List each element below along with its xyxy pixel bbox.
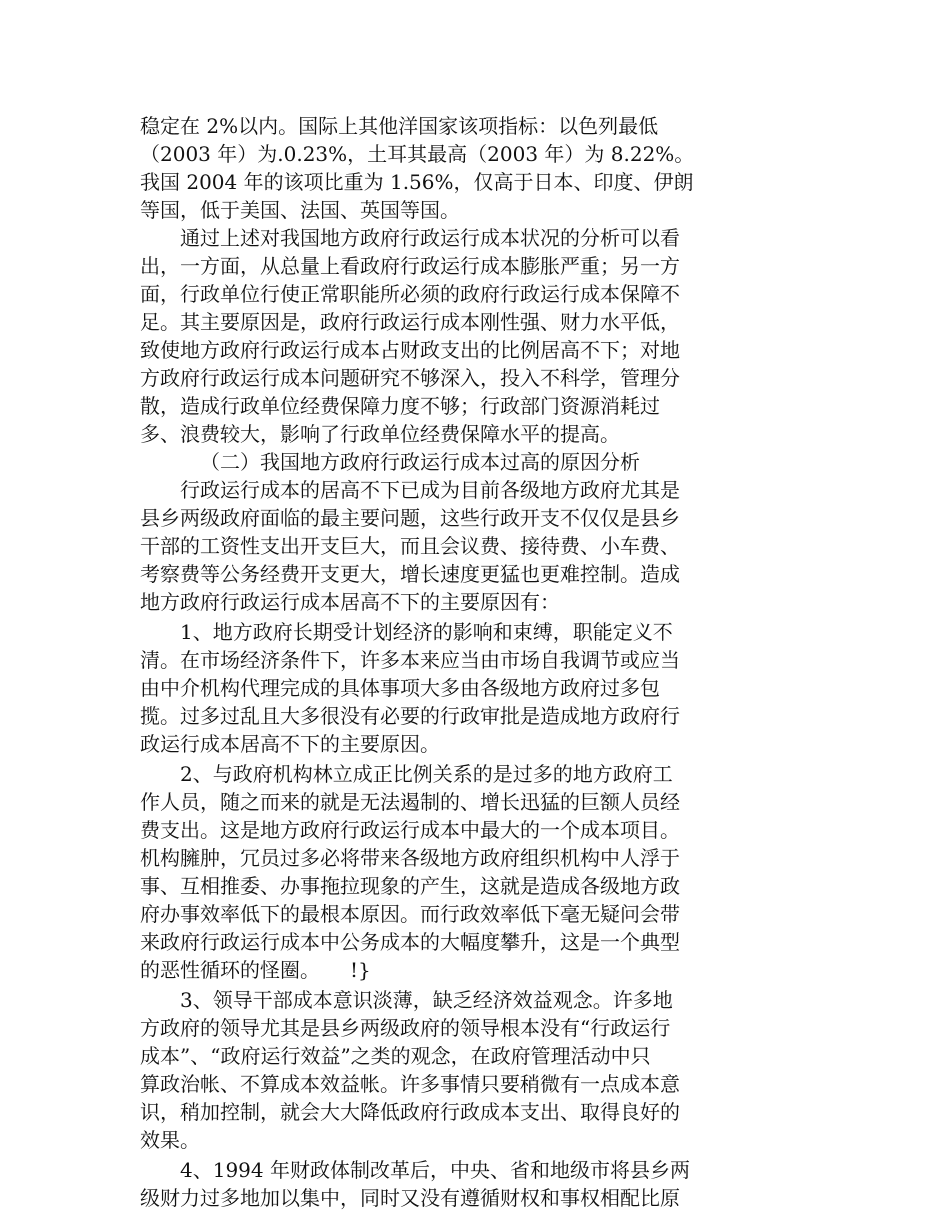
text-line: 费支出。这是地方政府行政运行成本中最大的一个成本项目。 — [140, 818, 680, 842]
text-line: 致使地方政府行政运行成本占财政支出的比例居高不下；对地 — [140, 338, 680, 362]
text-line: 县乡两级政府面临的最主要问题，这些行政开支不仅仅是县乡 — [140, 506, 680, 530]
text-line: 出，一方面，从总量上看政府行政运行成本膨胀严重；另一方 — [140, 254, 680, 278]
text-line: 方政府行政运行成本问题研究不够深入，投入不科学，管理分 — [140, 366, 680, 390]
text-line: 识，稍加控制，就会大大降低政府行政成本支出、取得良好的 — [140, 1100, 680, 1124]
list-item-first-line: 3、领导干部成本意识淡薄，缺乏经济效益观念。许多地 — [180, 988, 673, 1012]
text-line: 等国，低于美国、法国、英国等国。 — [140, 198, 460, 222]
text-line: 清。在市场经济条件下，许多本来应当由市场自我调节或应当 — [140, 648, 680, 672]
text-line: 面，行政单位行使正常职能所必须的政府行政运行成本保障不 — [140, 282, 680, 306]
text-line: 地方政府行政运行成本居高不下的主要原因有： — [140, 590, 560, 614]
text-line: 足。其主要原因是，政府行政运行成本刚性强、财力水平低， — [140, 310, 680, 334]
text-line: 的恶性循环的怪圈。 !} — [140, 958, 371, 982]
text-line: 机构臃肿，冗员过多必将带来各级地方政府组织机构中人浮于 — [140, 846, 680, 870]
text-line: 考察费等公务经费开支更大，增长速度更猛也更难控制。造成 — [140, 562, 680, 586]
text-line: 算政治帐、不算成本效益帐。许多事情只要稍微有一点成本意 — [140, 1072, 680, 1096]
text-line: 方政府的领导尤其是县乡两级政府的领导根本没有“行政运行 — [140, 1016, 671, 1040]
text-line: 事、互相推委、办事拖拉现象的产生，这就是造成各级地方政 — [140, 874, 680, 898]
list-item-first-line: 1、地方政府长期受计划经济的影响和束缚，职能定义不 — [180, 620, 673, 644]
text-line: （2003 年）为.0.23%，土耳其最高（2003 年）为 8.22%。 — [140, 142, 695, 166]
list-item-first-line: 2、与政府机构林立成正比例关系的是过多的地方政府工 — [180, 762, 673, 786]
paragraph-first-line: 行政运行成本的居高不下已成为目前各级地方政府尤其是 — [180, 478, 680, 502]
list-item-first-line: 4、1994 年财政体制改革后，中央、省和地级市将县乡两 — [180, 1158, 690, 1182]
text-line: 我国 2004 年的该项比重为 1.56%，仅高于日本、印度、伊朗 — [140, 170, 694, 194]
section-heading: （二）我国地方政府行政运行成本过高的原因分析 — [200, 450, 640, 474]
text-line: 来政府行政运行成本中公务成本的大幅度攀升，这是一个典型 — [140, 930, 680, 954]
text-line: 效果。 — [140, 1128, 200, 1152]
text-line: 成本”、“政府运行效益”之类的观念，在政府管理活动中只 — [140, 1044, 651, 1068]
text-line: 散，造成行政单位经费保障力度不够；行政部门资源消耗过 — [140, 394, 660, 418]
text-line: 级财力过多地加以集中，同时又没有遵循财权和事权相配比原 — [140, 1186, 680, 1210]
text-line: 府办事效率低下的最根本原因。而行政效率低下毫无疑问会带 — [140, 902, 680, 926]
text-line: 揽。过多过乱且大多很没有必要的行政审批是造成地方政府行 — [140, 704, 680, 728]
document-body — [140, 112, 742, 1212]
text-line: 稳定在 2%以内。国际上其他洋国家该项指标：以色列最低 — [140, 114, 659, 138]
text-line: 多、浪费较大，影响了行政单位经费保障水平的提高。 — [140, 422, 620, 446]
paragraph-first-line: 通过上述对我国地方政府行政运行成本状况的分析可以看 — [180, 226, 680, 250]
text-line: 作人员，随之而来的就是无法遏制的、增长迅猛的巨额人员经 — [140, 790, 680, 814]
text-line: 政运行成本居高不下的主要原因。 — [140, 732, 440, 756]
text-line: 由中介机构代理完成的具体事项大多由各级地方政府过多包 — [140, 676, 660, 700]
text-line: 干部的工资性支出开支巨大，而且会议费、接待费、小车费、 — [140, 534, 680, 558]
